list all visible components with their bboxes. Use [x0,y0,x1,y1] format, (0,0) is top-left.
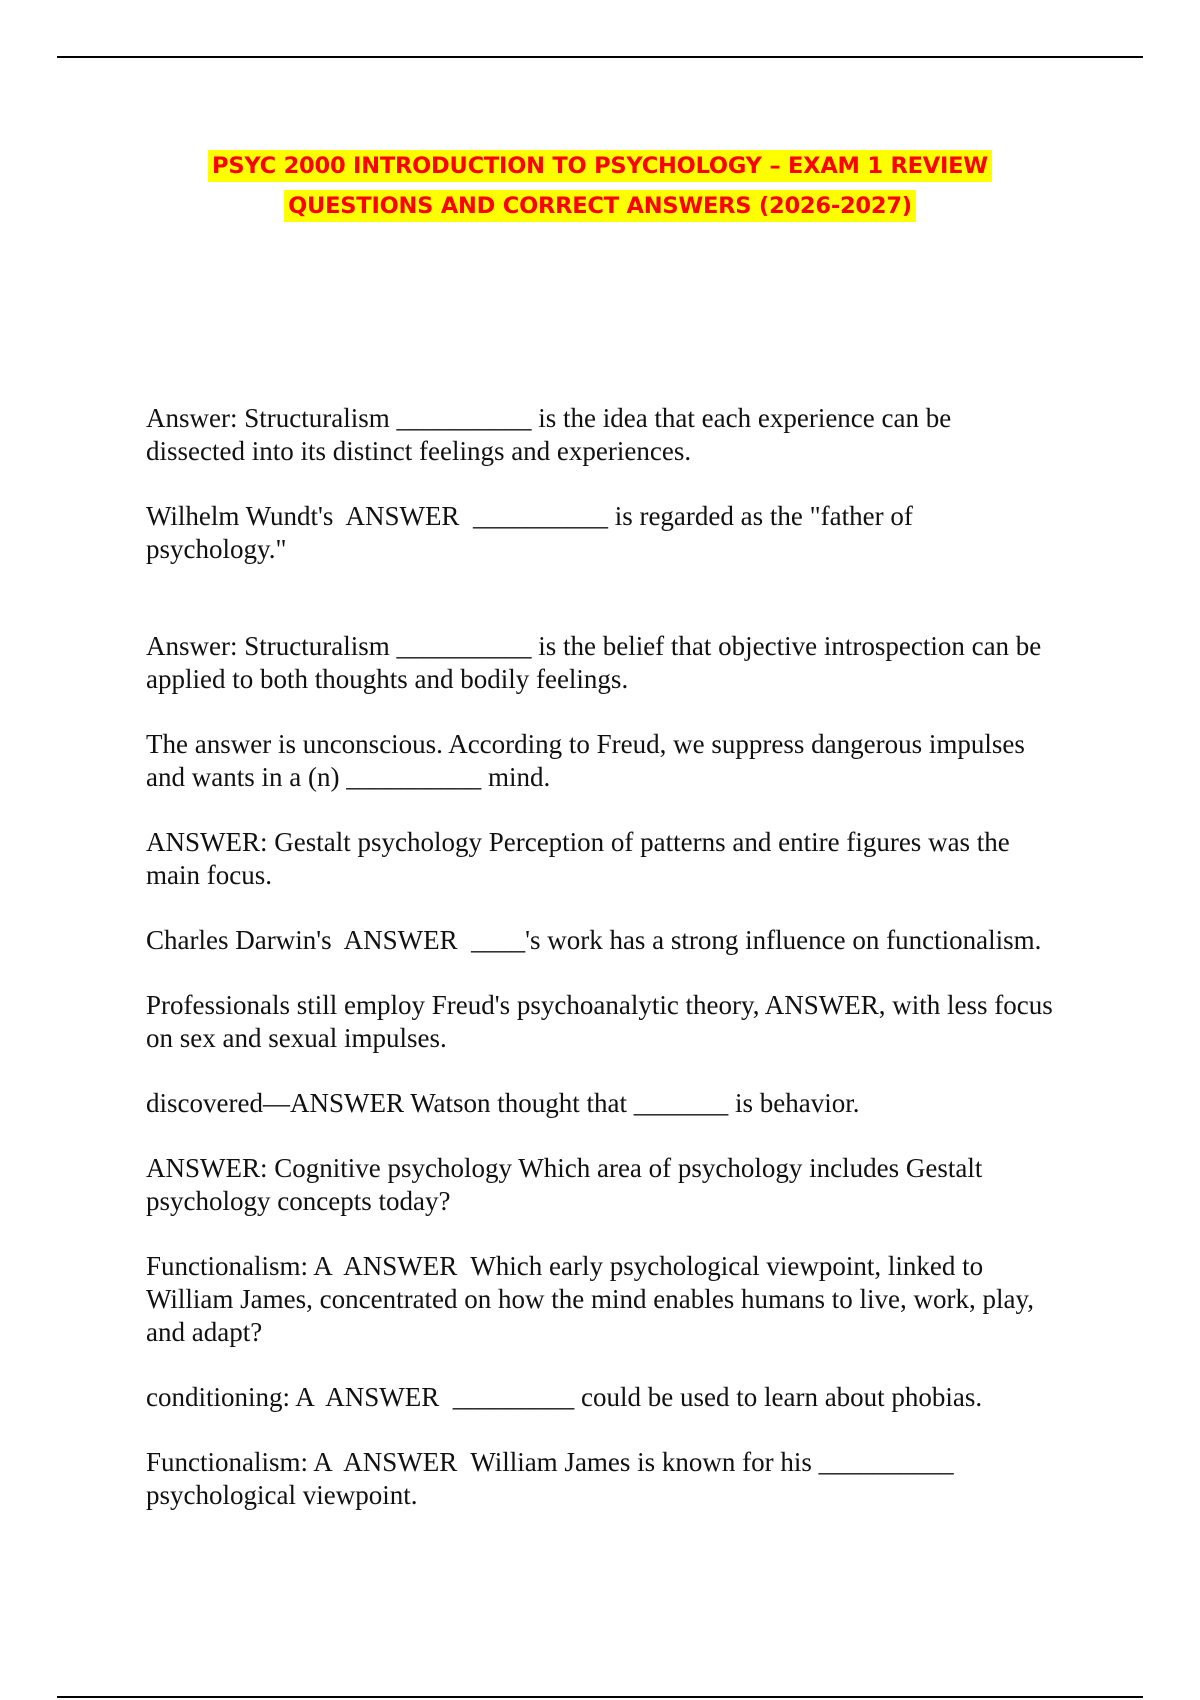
qa-item: discovered—ANSWER Watson thought that _______ is behavior. [146,1088,860,1118]
document-title [0,146,1200,226]
qa-item: conditioning: A ANSWER _________ could be used to learn about phobias. [146,1382,983,1412]
qa-item: ANSWER: Cognitive psychology Which area of psychology includes Gestalt psychology concepts today? [146,1153,990,1216]
title-line-1: PSYC 2000 INTRODUCTION TO PSYCHOLOGY – EXAM 1 REVIEW [208,150,992,182]
footer-rule [57,1696,1143,1698]
qa-item: Professionals still employ Freud's psychoanalytic theory, ANSWER, with less focus on sex and sexual impulses. [146,990,1060,1053]
qa-item: Wilhelm Wundt's ANSWER __________ is regarded as the "father of psychology." [146,501,920,564]
qa-item: Functionalism: A ANSWER William James is known for his __________ psychological viewpoint. [146,1447,961,1510]
qa-item: Answer: Structuralism __________ is the belief that objective introspection can be applied to both thoughts and bodily feelings. [146,631,1049,694]
qa-item: Answer: Structuralism __________ is the idea that each experience can be dissected into its distinct feelings and experiences. [146,403,958,466]
qa-item: ANSWER: Gestalt psychology Perception of patterns and entire figures was the main focus. [146,827,1017,890]
header-rule [57,56,1143,58]
qa-item: Functionalism: A ANSWER Which early psychological viewpoint, linked to William James, concentrated on how the mind enables humans to live, work, play, and adapt? [146,1251,1041,1347]
title-line-2: QUESTIONS AND CORRECT ANSWERS (2026-2027) [284,190,916,222]
qa-item: The answer is unconscious. According to Freud, we suppress dangerous impulses and wants in a (n) __________ mind. [146,729,1032,792]
qa-item: Charles Darwin's ANSWER ____'s work has a strong influence on functionalism. [146,925,1042,955]
qa-list [146,402,1060,1544]
